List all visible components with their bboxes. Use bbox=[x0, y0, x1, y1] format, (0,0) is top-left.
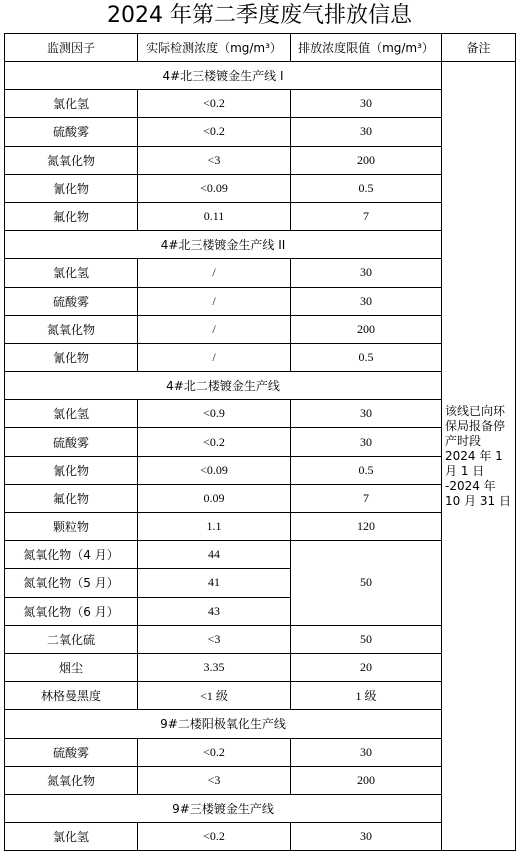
limit-cell: 200 bbox=[291, 766, 442, 794]
limit-cell: 20 bbox=[291, 653, 442, 681]
table-row bbox=[5, 823, 516, 851]
table-row bbox=[5, 513, 516, 541]
header-row bbox=[5, 34, 516, 62]
limit-cell: 200 bbox=[291, 315, 442, 343]
table-row bbox=[5, 738, 516, 766]
actual-cell: <0.09 bbox=[138, 174, 291, 202]
section-row bbox=[5, 710, 516, 738]
actual-cell: <0.2 bbox=[138, 90, 291, 118]
factor-cell: 氟化物 bbox=[5, 484, 138, 512]
limit-cell: 0.5 bbox=[291, 456, 442, 484]
factor-cell: 氮氧化物 bbox=[5, 766, 138, 794]
table-row bbox=[5, 766, 516, 794]
actual-cell: / bbox=[138, 343, 291, 371]
table-body bbox=[5, 62, 516, 851]
section-row bbox=[5, 372, 516, 400]
limit-cell: 1 级 bbox=[291, 682, 442, 710]
factor-cell: 氮氧化物（6 月） bbox=[5, 597, 138, 625]
actual-cell: <0.2 bbox=[138, 428, 291, 456]
header-note: 备注 bbox=[442, 34, 516, 62]
factor-cell: 硫酸雾 bbox=[5, 287, 138, 315]
factor-cell: 烟尘 bbox=[5, 653, 138, 681]
table-row bbox=[5, 625, 516, 653]
table-row bbox=[5, 428, 516, 456]
actual-cell: <3 bbox=[138, 625, 291, 653]
section-row bbox=[5, 231, 516, 259]
limit-cell: 0.5 bbox=[291, 174, 442, 202]
actual-cell: 1.1 bbox=[138, 513, 291, 541]
factor-cell: 氯化氢 bbox=[5, 823, 138, 851]
table-row bbox=[5, 541, 516, 569]
factor-cell: 颗粒物 bbox=[5, 513, 138, 541]
actual-cell: 41 bbox=[138, 569, 291, 597]
limit-cell: 30 bbox=[291, 428, 442, 456]
factor-cell: 氯化氢 bbox=[5, 400, 138, 428]
factor-cell: 氮氧化物（4 月） bbox=[5, 541, 138, 569]
factor-cell: 氮氧化物 bbox=[5, 146, 138, 174]
factor-cell: 氮氧化物（5 月） bbox=[5, 569, 138, 597]
page-title: 2024 年第二季度废气排放信息 bbox=[107, 3, 412, 28]
section-title: 4#北三楼镀金生产线 II bbox=[5, 231, 442, 259]
section-row bbox=[5, 62, 516, 90]
actual-cell: <0.9 bbox=[138, 400, 291, 428]
actual-cell: <0.2 bbox=[138, 823, 291, 851]
limit-cell: 50 bbox=[291, 625, 442, 653]
section-title: 9#二楼阳极氧化生产线 bbox=[5, 710, 442, 738]
limit-cell: 30 bbox=[291, 738, 442, 766]
note-cell: 该线已向环保局报备停产时段 2024 年 1 月 1 日 -2024 年 10 月 31 日 bbox=[442, 62, 516, 851]
table-row bbox=[5, 174, 516, 202]
actual-cell: 43 bbox=[138, 597, 291, 625]
limit-cell: 30 bbox=[291, 259, 442, 287]
table-row bbox=[5, 653, 516, 681]
actual-cell: / bbox=[138, 315, 291, 343]
limit-cell: 30 bbox=[291, 90, 442, 118]
emission-table bbox=[4, 33, 516, 851]
factor-cell: 氰化物 bbox=[5, 343, 138, 371]
table-row bbox=[5, 400, 516, 428]
table-row bbox=[5, 682, 516, 710]
actual-cell: <3 bbox=[138, 766, 291, 794]
header-actual: 实际检测浓度（mg/m³） bbox=[138, 34, 291, 62]
limit-cell: 50 bbox=[291, 541, 442, 626]
factor-cell: 氰化物 bbox=[5, 456, 138, 484]
factor-cell: 林格曼黑度 bbox=[5, 682, 138, 710]
table-row bbox=[5, 118, 516, 146]
limit-cell: 7 bbox=[291, 202, 442, 230]
actual-cell: / bbox=[138, 259, 291, 287]
factor-cell: 氮氧化物 bbox=[5, 315, 138, 343]
factor-cell: 氟化物 bbox=[5, 202, 138, 230]
limit-cell: 30 bbox=[291, 287, 442, 315]
header-limit: 排放浓度限值（mg/m³） bbox=[291, 34, 442, 62]
limit-cell: 30 bbox=[291, 823, 442, 851]
section-title: 4#北二楼镀金生产线 bbox=[5, 372, 442, 400]
table-row bbox=[5, 484, 516, 512]
factor-cell: 氰化物 bbox=[5, 174, 138, 202]
factor-cell: 氯化氢 bbox=[5, 90, 138, 118]
table-row bbox=[5, 202, 516, 230]
actual-cell: <0.09 bbox=[138, 456, 291, 484]
actual-cell: 0.11 bbox=[138, 202, 291, 230]
factor-cell: 硫酸雾 bbox=[5, 738, 138, 766]
table-row bbox=[5, 90, 516, 118]
actual-cell: <0.2 bbox=[138, 738, 291, 766]
section-row bbox=[5, 794, 516, 822]
limit-cell: 30 bbox=[291, 118, 442, 146]
limit-cell: 0.5 bbox=[291, 343, 442, 371]
table-row bbox=[5, 146, 516, 174]
header-factor: 监测因子 bbox=[5, 34, 138, 62]
limit-cell: 120 bbox=[291, 513, 442, 541]
actual-cell: <1 级 bbox=[138, 682, 291, 710]
limit-cell: 30 bbox=[291, 400, 442, 428]
actual-cell: / bbox=[138, 287, 291, 315]
limit-cell: 200 bbox=[291, 146, 442, 174]
actual-cell: 44 bbox=[138, 541, 291, 569]
table-row bbox=[5, 259, 516, 287]
table-row bbox=[5, 456, 516, 484]
table-row bbox=[5, 315, 516, 343]
factor-cell: 硫酸雾 bbox=[5, 118, 138, 146]
section-title: 9#三楼镀金生产线 bbox=[5, 794, 442, 822]
actual-cell: 0.09 bbox=[138, 484, 291, 512]
table-row bbox=[5, 343, 516, 371]
factor-cell: 氯化氢 bbox=[5, 259, 138, 287]
actual-cell: <0.2 bbox=[138, 118, 291, 146]
actual-cell: <3 bbox=[138, 146, 291, 174]
factor-cell: 二氧化硫 bbox=[5, 625, 138, 653]
table-row bbox=[5, 287, 516, 315]
factor-cell: 硫酸雾 bbox=[5, 428, 138, 456]
limit-cell: 7 bbox=[291, 484, 442, 512]
actual-cell: 3.35 bbox=[138, 653, 291, 681]
section-title: 4#北三楼镀金生产线 I bbox=[5, 62, 442, 90]
